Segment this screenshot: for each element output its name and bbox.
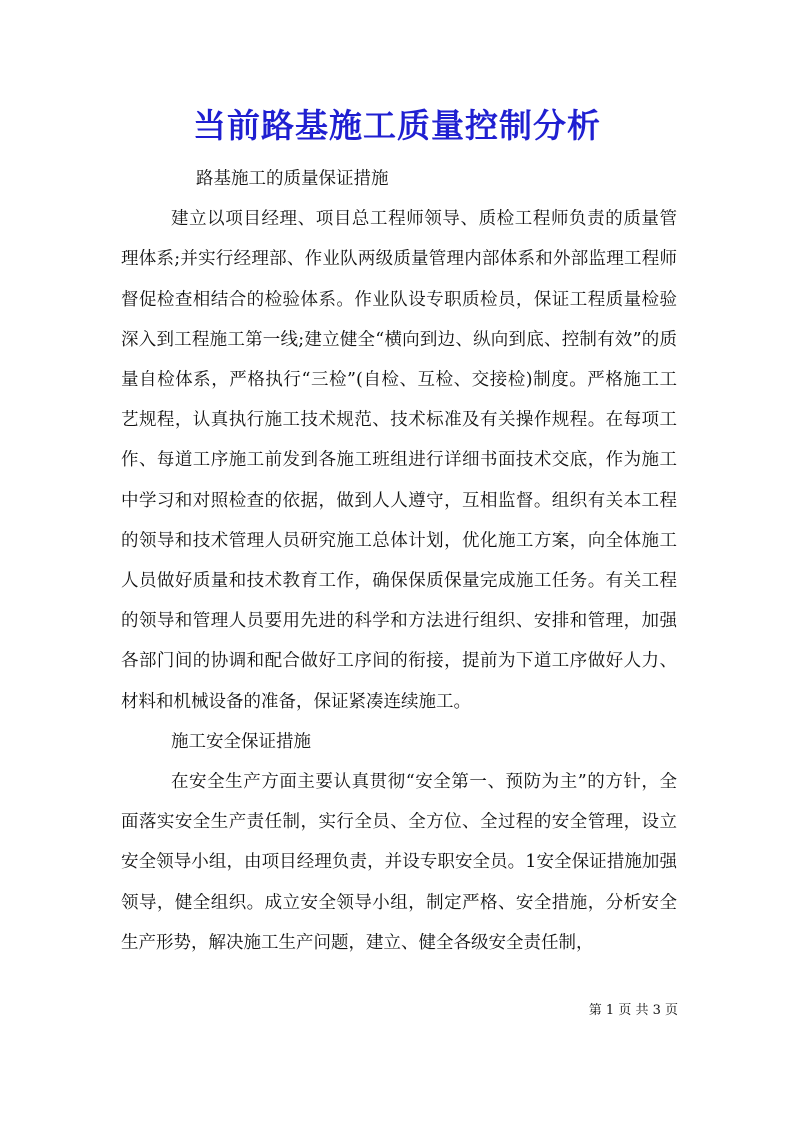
section-heading-safety: 施工安全保证措施 [171,731,311,752]
paragraph-safety: 在安全生产方面主要认真贯彻“安全第一、预防为主”的方针，全面落实安全生产责任制，实行全员、全方位、全过程的安全管理，设立安全领导小组，由项目经理负责，并设专职安全员。1安全保证措施加强领导，健全组织。成立安全领导小组，制定严格、安全措施，分析安全生产形势，解决施工生产问题，建立、健全各级安全责任制， [121,772,677,953]
document-title: 当前路基施工质量控制分析 [193,106,601,145]
page-number-footer: 第 1 页 共 3 页 [588,1003,678,1018]
paragraph-quality: 建立以项目经理、项目总工程师领导、质检工程师负责的质量管理体系;并实行经理部、作业队两级质量管理内部体系和外部监理工程师督促检查相结合的检验体系。作业队设专职质检员，保证工程质量检验深入到工程施工第一线;建立健全“横向到边、纵向到底、控制有效”的质量自检体系，严格执行“三检”(自检、互检、交接检)制度。严格施工工艺规程，认真执行施工技术规范、技术标准及有关操作规程。在每项工作、每道工序施工前发到各施工班组进行详细书面技术交底，作为施工中学习和对照检查的依据，做到人人遵守，互相监督。组织有关本工程的领导和技术管理人员研究施工总体计划，优化施工方案，向全体施工人员做好质量和技术教育工作，确保保质保量完成施工任务。有关工程的领导和管理人员要用先进的科学和方法进行组织、安排和管理，加强各部门间的协调和配合做好工序间的衔接，提前为下道工序做好人力、材料和机械设备的准备，保证紧凑连续施工。 [121,209,677,712]
section-heading-quality: 路基施工的质量保证措施 [196,169,389,189]
document-body [121,159,677,963]
